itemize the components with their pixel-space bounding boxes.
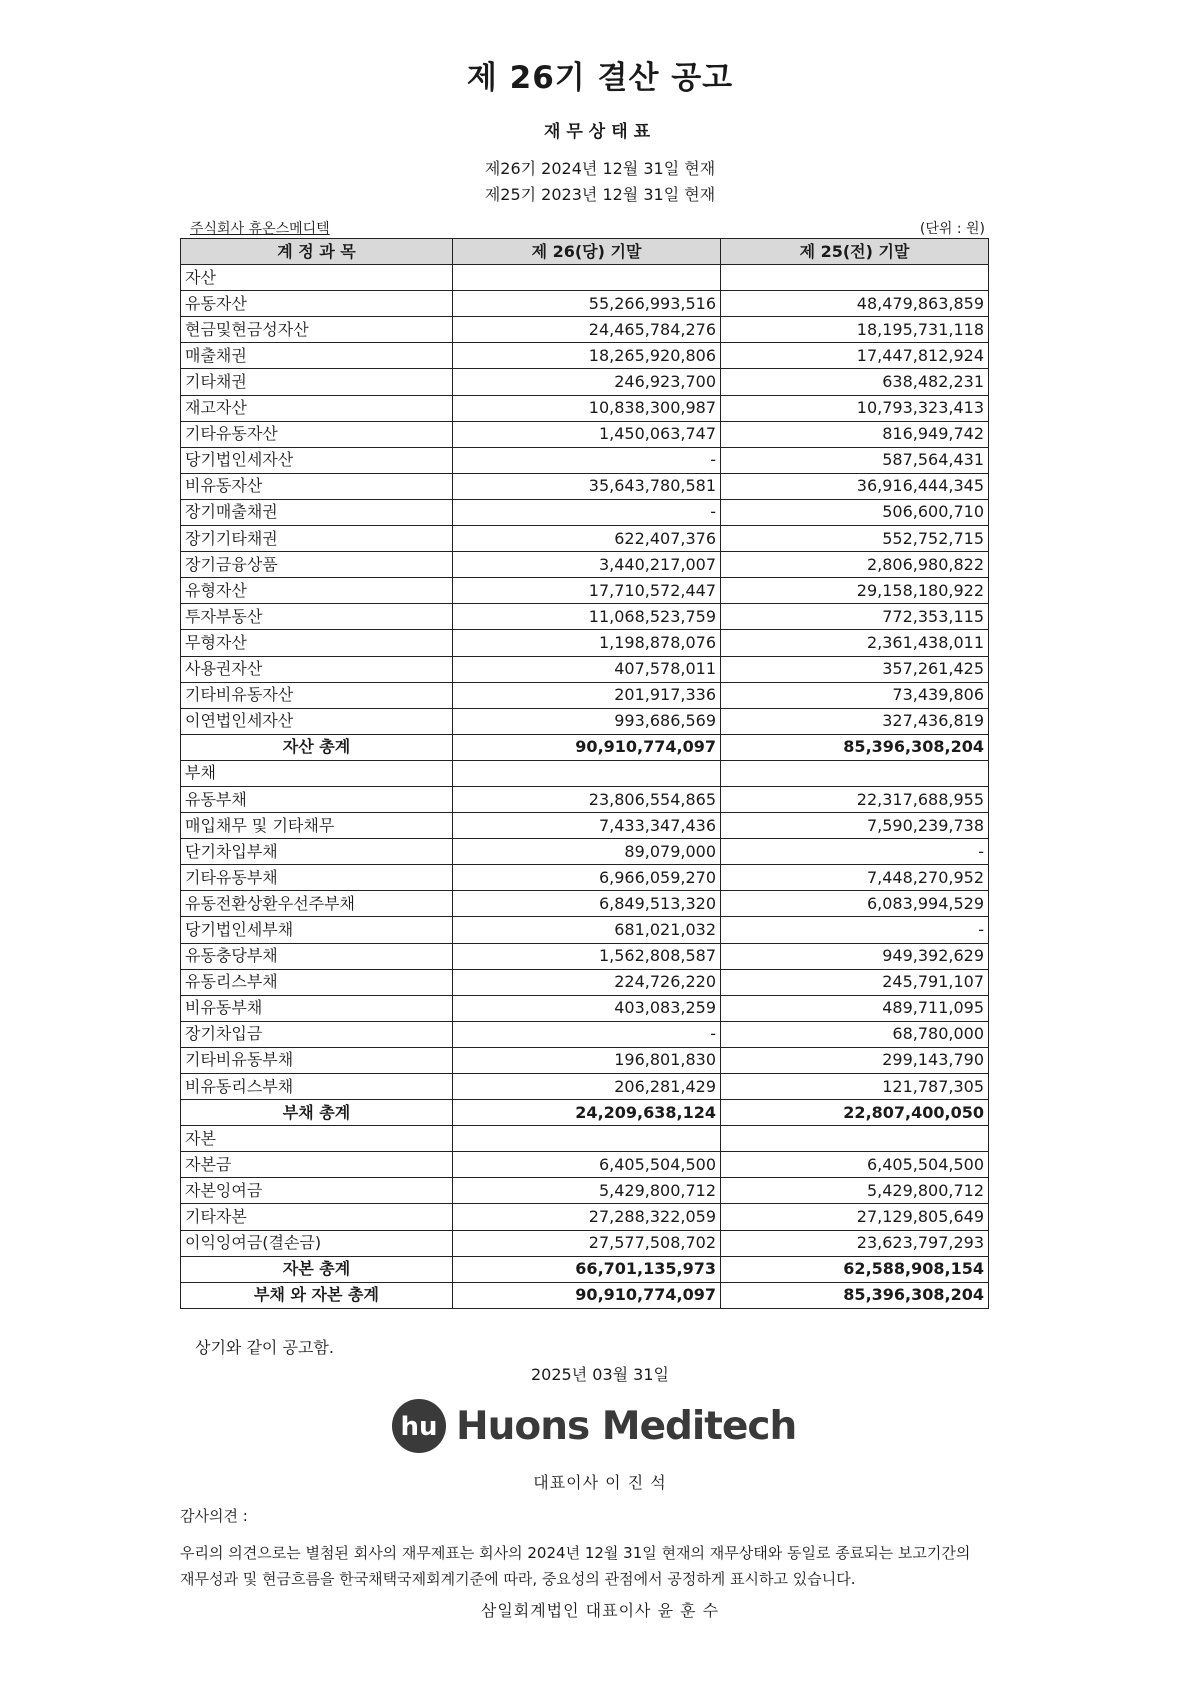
table-row [181,1074,989,1100]
statement-title: 재무상태표 [543,122,657,142]
current-value: 3,440,217,007 [453,552,721,578]
account-label: 자본 총계 [181,1256,453,1282]
ceo-signature: 대표이사 이 진 석 [533,1473,667,1492]
table-row [181,552,989,578]
period-current: 제26기 2024년 12월 31일 현재 [484,159,716,178]
empty-cell [453,760,721,786]
logo-mark-text: hu [400,1412,438,1442]
account-label: 이익잉여금(결손금) [181,1230,453,1256]
account-label: 당기법인세부채 [181,917,453,943]
current-value: 622,407,376 [453,526,721,552]
account-label: 자본금 [181,1152,453,1178]
current-value: 993,686,569 [453,708,721,734]
auditor-signature: 삼일회계법인 대표이사 윤 훈 수 [480,1601,720,1620]
current-value: 18,265,920,806 [453,343,721,369]
table-header-row [181,239,989,265]
prior-value: 816,949,742 [721,421,989,447]
table-row [181,995,989,1021]
account-label: 사용권자산 [181,656,453,682]
total-row [181,1282,989,1308]
prior-value: 22,807,400,050 [721,1100,989,1126]
prior-value: 48,479,863,859 [721,291,989,317]
prior-value: 489,711,095 [721,995,989,1021]
table-row [181,630,989,656]
current-value: 5,429,800,712 [453,1178,721,1204]
prior-value: - [721,917,989,943]
prior-value: 6,405,504,500 [721,1152,989,1178]
current-value: 1,198,878,076 [453,630,721,656]
current-value: 196,801,830 [453,1047,721,1073]
current-value: 407,578,011 [453,656,721,682]
prior-value: 121,787,305 [721,1074,989,1100]
company-name: 주식회사 휴온스메디텍 [190,221,330,237]
table-row [181,1230,989,1256]
table-row [181,708,989,734]
empty-cell [721,265,989,291]
prior-value: 17,447,812,924 [721,343,989,369]
unit-label: (단위 : 원) [919,221,985,237]
account-label: 단기차입부채 [181,839,453,865]
account-label: 기타채권 [181,369,453,395]
account-label: 장기매출채권 [181,499,453,525]
audit-opinion-heading: 감사의견 : [180,1507,248,1525]
section-label: 자본 [181,1126,453,1152]
current-value: 224,726,220 [453,969,721,995]
prior-value: 18,195,731,118 [721,317,989,343]
total-row [181,734,989,760]
table-row [181,1021,989,1047]
table-row [181,969,989,995]
current-value: - [453,1021,721,1047]
account-label: 부채 와 자본 총계 [181,1282,453,1308]
current-value: 681,021,032 [453,917,721,943]
prior-value: 772,353,115 [721,604,989,630]
prior-value: - [721,839,989,865]
table-row [181,917,989,943]
account-label: 유동충당부채 [181,943,453,969]
current-value: 201,917,336 [453,682,721,708]
table-row [181,499,989,525]
account-label: 이연법인세자산 [181,708,453,734]
current-value: 24,465,784,276 [453,317,721,343]
page-title: 제 26기 결산 공고 [466,60,734,96]
prior-value: 62,588,908,154 [721,1256,989,1282]
account-label: 기타자본 [181,1204,453,1230]
prior-value: 73,439,806 [721,682,989,708]
current-value: 11,068,523,759 [453,604,721,630]
account-label: 무형자산 [181,630,453,656]
current-value: - [453,499,721,525]
prior-value: 2,806,980,822 [721,552,989,578]
account-label: 비유동리스부채 [181,1074,453,1100]
company-logo [390,1398,796,1454]
account-label: 장기차입금 [181,1021,453,1047]
prior-value: 2,361,438,011 [721,630,989,656]
logo-mark-icon [390,1397,448,1455]
prior-value: 27,129,805,649 [721,1204,989,1230]
prior-value: 638,482,231 [721,369,989,395]
prior-value: 36,916,444,345 [721,473,989,499]
account-label: 부채 총계 [181,1100,453,1126]
account-label: 자본잉여금 [181,1178,453,1204]
table-row [181,682,989,708]
account-label: 매입채무 및 기타채무 [181,813,453,839]
balance-sheet-table [180,238,989,1309]
current-value: 6,966,059,270 [453,865,721,891]
account-label: 유동전환상환우선주부채 [181,891,453,917]
prior-value: 5,429,800,712 [721,1178,989,1204]
current-value: 17,710,572,447 [453,578,721,604]
table-row [181,473,989,499]
current-value: 6,405,504,500 [453,1152,721,1178]
table-row [181,813,989,839]
account-label: 기타비유동부채 [181,1047,453,1073]
table-row [181,1204,989,1230]
account-label: 기타유동자산 [181,421,453,447]
prior-value: 327,436,819 [721,708,989,734]
total-row [181,1256,989,1282]
prior-value: 506,600,710 [721,499,989,525]
notice-text: 상기와 같이 공고함. [195,1338,334,1357]
notice-date: 2025년 03월 31일 [531,1365,669,1384]
section-label: 자산 [181,265,453,291]
prior-value: 7,448,270,952 [721,865,989,891]
section-row [181,760,989,786]
account-label: 유동부채 [181,786,453,812]
logo-wordmark: Huons Meditech [456,1403,797,1449]
prior-value: 245,791,107 [721,969,989,995]
prior-value: 7,590,239,738 [721,813,989,839]
account-label: 유형자산 [181,578,453,604]
account-label: 투자부동산 [181,604,453,630]
account-label: 자산 총계 [181,734,453,760]
prior-value: 949,392,629 [721,943,989,969]
period-prior: 제25기 2023년 12월 31일 현재 [484,185,716,204]
prior-value: 6,083,994,529 [721,891,989,917]
header-current: 제 26(당) 기말 [453,239,721,265]
table-row [181,604,989,630]
prior-value: 85,396,308,204 [721,1282,989,1308]
current-value: 27,577,508,702 [453,1230,721,1256]
current-value: 35,643,780,581 [453,473,721,499]
current-value: 89,079,000 [453,839,721,865]
current-value: 90,910,774,097 [453,1282,721,1308]
total-row [181,1100,989,1126]
current-value: 24,209,638,124 [453,1100,721,1126]
table-row [181,447,989,473]
empty-cell [721,1126,989,1152]
audit-opinion-body: 우리의 의견으로는 별첨된 회사의 재무제표는 회사의 2024년 12월 31일 현재의 재무상태와 동일로 종료되는 보고기간의 재무성과 및 현금흐름을 한국채택국제회계기준에 따라, 중요성의 관점에서 공정하게 표시하고 있습니다. [180,1544,971,1588]
prior-value: 22,317,688,955 [721,786,989,812]
account-label: 유동리스부채 [181,969,453,995]
prior-value: 85,396,308,204 [721,734,989,760]
account-label: 비유동부채 [181,995,453,1021]
prior-value: 299,143,790 [721,1047,989,1073]
empty-cell [721,760,989,786]
account-label: 비유동자산 [181,473,453,499]
table-row [181,943,989,969]
prior-value: 10,793,323,413 [721,395,989,421]
current-value: 27,288,322,059 [453,1204,721,1230]
current-value: - [453,447,721,473]
empty-cell [453,265,721,291]
table-row [181,1152,989,1178]
table-row [181,291,989,317]
table-row [181,421,989,447]
account-label: 당기법인세자산 [181,447,453,473]
account-label: 매출채권 [181,343,453,369]
table-row [181,839,989,865]
prior-value: 552,752,715 [721,526,989,552]
account-label: 장기기타채권 [181,526,453,552]
table-row [181,395,989,421]
current-value: 6,849,513,320 [453,891,721,917]
current-value: 10,838,300,987 [453,395,721,421]
table-row [181,656,989,682]
table-row [181,891,989,917]
table-row [181,369,989,395]
account-label: 유동자산 [181,291,453,317]
current-value: 7,433,347,436 [453,813,721,839]
prior-value: 29,158,180,922 [721,578,989,604]
table-row [181,343,989,369]
empty-cell [453,1126,721,1152]
table-row [181,1047,989,1073]
table-body [181,265,989,1309]
section-row [181,265,989,291]
current-value: 1,450,063,747 [453,421,721,447]
current-value: 206,281,429 [453,1074,721,1100]
current-value: 23,806,554,865 [453,786,721,812]
prior-value: 357,261,425 [721,656,989,682]
header-prior: 제 25(전) 기말 [721,239,989,265]
section-row [181,1126,989,1152]
prior-value: 23,623,797,293 [721,1230,989,1256]
account-label: 장기금융상품 [181,552,453,578]
header-account: 계 정 과 목 [181,239,453,265]
table-row [181,317,989,343]
table-row [181,865,989,891]
current-value: 90,910,774,097 [453,734,721,760]
prior-value: 587,564,431 [721,447,989,473]
current-value: 403,083,259 [453,995,721,1021]
prior-value: 68,780,000 [721,1021,989,1047]
table-row [181,786,989,812]
table-row [181,526,989,552]
current-value: 1,562,808,587 [453,943,721,969]
section-label: 부채 [181,760,453,786]
current-value: 55,266,993,516 [453,291,721,317]
account-label: 현금및현금성자산 [181,317,453,343]
account-label: 재고자산 [181,395,453,421]
table-row [181,1178,989,1204]
current-value: 66,701,135,973 [453,1256,721,1282]
account-label: 기타유동부채 [181,865,453,891]
account-label: 기타비유동자산 [181,682,453,708]
table-row [181,578,989,604]
current-value: 246,923,700 [453,369,721,395]
